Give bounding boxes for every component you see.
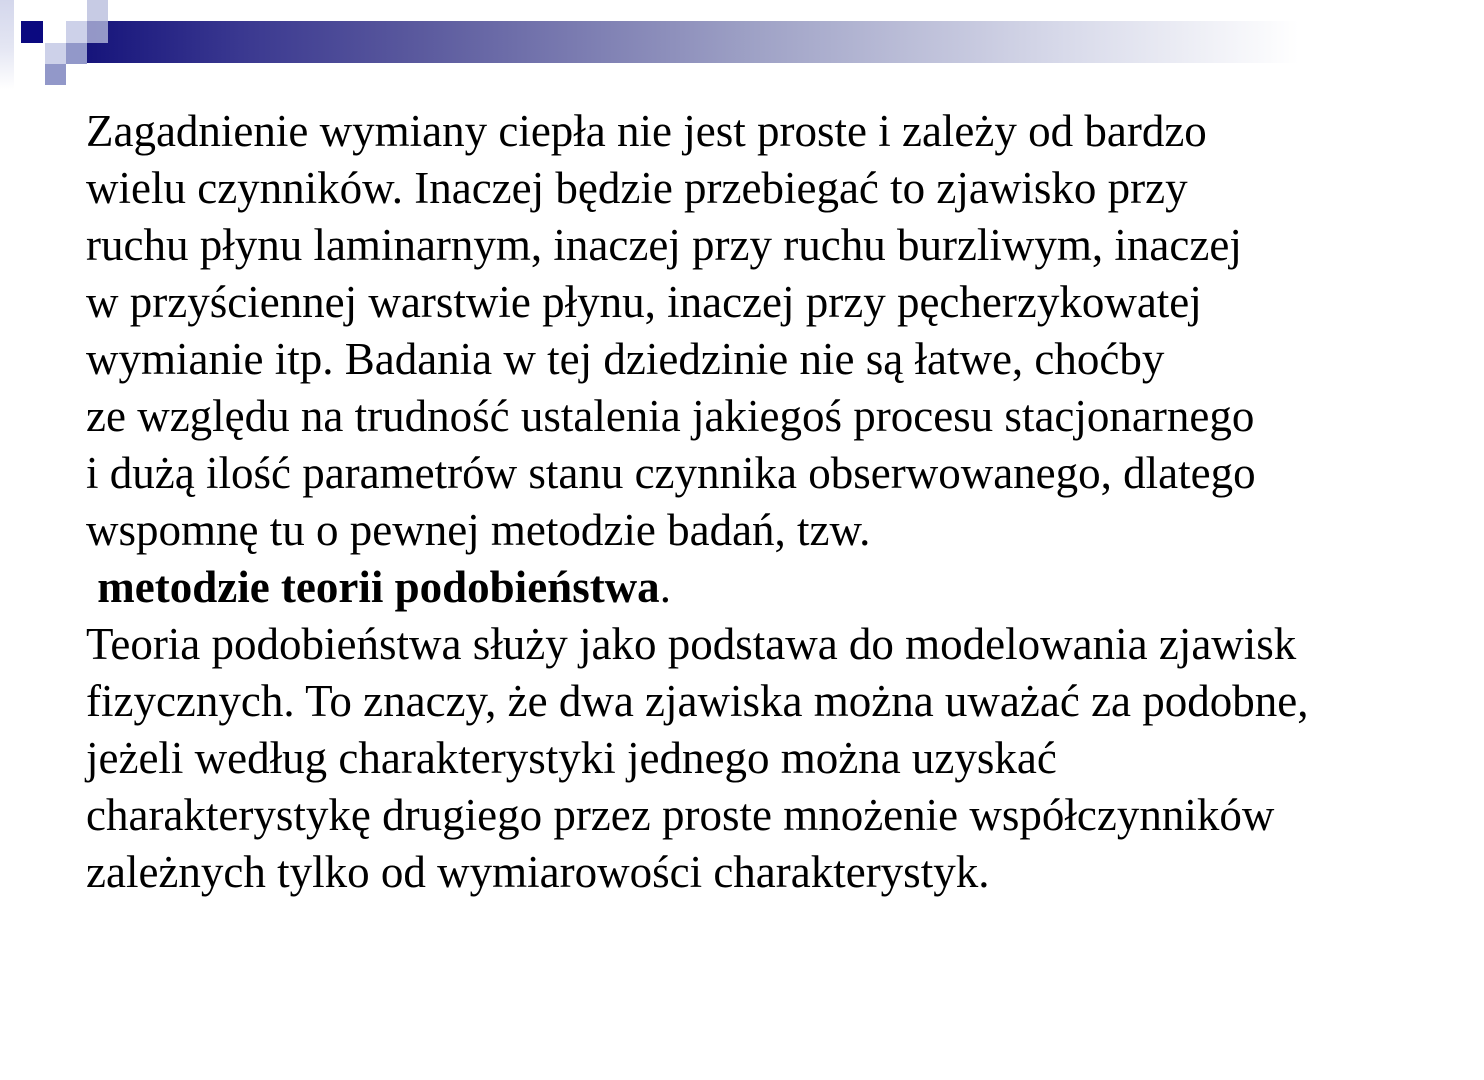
deco-light-square-1: [66, 21, 87, 43]
body-text-line: charakterystykę drugiego przez proste mnożenie współczynników: [86, 790, 1275, 840]
body-text-line: i dużą ilość parametrów stanu czynnika obserwowanego, dlatego: [86, 448, 1256, 498]
deco-translucent-square: [87, 0, 108, 43]
deco-medium-square-1: [66, 43, 87, 64]
body-text-line: jeżeli według charakterystyki jednego można uzyskać: [86, 733, 1057, 783]
slide-body-text: [86, 103, 1466, 901]
deco-gradient-bar: [86, 21, 1376, 63]
emphasis-line: [86, 559, 1466, 616]
body-text-line: zależnych tylko od wymiarowości charakterystyk.: [86, 847, 990, 897]
deco-light-square-2: [45, 43, 66, 64]
body-text-line: Zagadnienie wymiany ciepła nie jest proste i zależy od bardzo: [86, 106, 1207, 156]
body-text-line: w przyściennej warstwie płynu, inaczej przy pęcherzykowatej: [86, 277, 1202, 327]
emphasis-bold-text: metodzie teorii podobieństwa: [86, 562, 660, 612]
body-text-line: wielu czynników. Inaczej będzie przebiegać to zjawisko przy: [86, 163, 1188, 213]
body-text-line: ze względu na trudność ustalenia jakiegoś procesu stacjonarnego: [86, 391, 1255, 441]
deco-medium-square-2: [45, 64, 66, 85]
body-text-line: ruchu płynu laminarnym, inaczej przy ruchu burzliwym, inaczej: [86, 220, 1242, 270]
body-text-line: wymianie itp. Badania w tej dziedzinie nie są łatwe, choćby: [86, 334, 1165, 384]
body-text-line: Teoria podobieństwa służy jako podstawa do modelowania zjawisk: [86, 619, 1297, 669]
deco-left-strip: [0, 0, 14, 95]
deco-navy-square: [21, 21, 43, 43]
body-text-line: fizycznych. To znaczy, że dwa zjawiska można uważać za podobne,: [86, 676, 1309, 726]
emphasis-period: .: [659, 562, 671, 612]
body-text-line: wspomnę tu o pewnej metodzie badań, tzw.: [86, 505, 871, 555]
